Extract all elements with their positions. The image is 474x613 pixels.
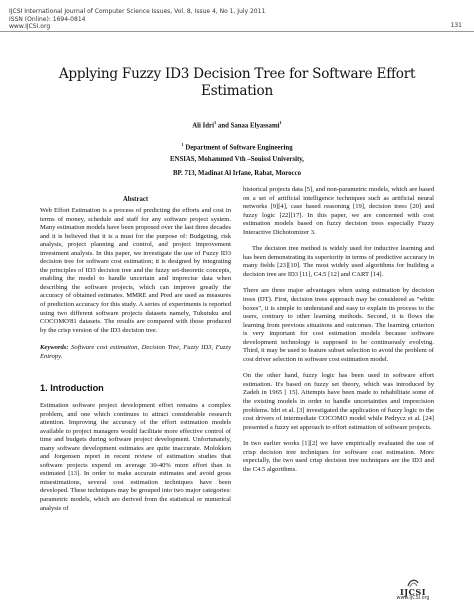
abstract-block xyxy=(40,207,231,361)
author-sup-2: 1 xyxy=(279,120,282,125)
abstract-heading: Abstract xyxy=(122,196,149,203)
journal-site: www.IJCSI.org xyxy=(9,23,51,31)
page-number: 131 xyxy=(450,22,462,29)
affiliation-university: ENSIAS, Mohammed Vth –Souissi University, xyxy=(170,156,304,163)
keywords-text: Software cost estimation, Decision Tree, Fuzzy ID3, Fuzzy Entropy. xyxy=(40,344,231,360)
right-paragraph-1: historical projects data [5], and non-parametric models, which are based on a set of artificial intelligence techniques such as artificial neural networks [9][4], case based reasoning [19], decision trees [20] and fuzzy logic [22][17]. In this paper, we are concerned with cost estimation models based on fuzzy decision trees especially Fuzzy Interactive Dichotomizer 3. xyxy=(243,186,434,236)
journal-name: IJCSI International Journal of Computer Science Issues, Vol. 8, Issue 4, No 1, July 2011 xyxy=(9,8,266,15)
title-line-2: Estimation xyxy=(201,83,273,99)
author-name-2: and Sanaa Elyassami xyxy=(216,122,280,130)
logo-url: www.IJCSI.org xyxy=(396,596,430,601)
header-rule xyxy=(0,31,474,32)
title-line-1: Applying Fuzzy ID3 Decision Tree for Software Effort xyxy=(58,66,416,82)
author-name: Ali Idri xyxy=(192,122,214,130)
right-paragraph-5: In two earlier works [1][2] we have empirically evaluated the use of crisp decision tree techniques for software cost estimation. More especially, the two used crisp decision tree techniques are the ID3 and the C4.5 algorithms. xyxy=(243,440,434,473)
ijcsi-logo xyxy=(386,578,440,602)
journal-header xyxy=(9,8,265,31)
author-sup: 1 xyxy=(213,120,217,125)
right-paragraph-2: The decision tree method is widely used for inductive learning and has been demonstrating its superiority in terms of predictive accuracy in many fields [23][10]. The most widely used algorithms for building a decision tree are ID3 [11], C4.5 [12] and CART [14]. xyxy=(243,245,434,278)
section-heading-introduction: 1. Introduction xyxy=(40,383,104,393)
author-line xyxy=(40,120,434,129)
logo-name: IJCSI xyxy=(400,587,426,597)
introduction-paragraph: Estimation software project development effort remains a complex problem, and one which continues to attract considerable research attention. Improving the accuracy of the effort estimation models available to project managers would facilitate more effective control of time and budgets during software project development. Unfortunately, many software development estimates are quite inaccurate. Molokken and Jorgensen report in recent review of estimation studies that software projects expend on average 30-40% more effort than is estimated [13]. In order to make accurate estimates and avoid gross misestimations, several cost estimation techniques have been developed. These techniques may be grouped into two major categories: parametric models, which are derived from the statistical or numerical analysis of xyxy=(40,402,231,512)
abstract-body: Web Effort Estimation is a process of predicting the efforts and cost in terms of money, schedule and staff for any software project system. Many estimation models have been proposed over the last three decades and it is believed that it is a must for the purpose of: Budgeting, risk analysis, project planning and control, and project improvement investment analysis. In this paper, we investigate the use of Fuzzy ID3 decision tree for software cost estimation; it is designed by integrating the principles of ID3 decision tree and the fuzzy set-theoretic concepts, enabling the model to handle uncertain and imprecise data when describing the software projects, which can improve greatly the accuracy of obtained estimates. MMRE and Pred are used as measures of prediction accuracy for this study. A series of experiments is reported using two different software projects datasets namely, Tukutuku and COCOMO'81 datasets. The results are compared with those produced by the crisp version of the ID3 decision tree. xyxy=(40,207,231,334)
affiliation-address: BP. 713, Madinat Al Irfane, Rabat, Morocco xyxy=(172,170,301,177)
introduction-block xyxy=(40,402,231,513)
right-column xyxy=(243,186,434,474)
keywords-label: Keywords: xyxy=(40,344,69,352)
right-paragraph-3: There are three major advantages when using estimation by decision trees (DT). First, decision trees approach may be considered as "white boxes", it is simple to understand and easy to explain its process to the users, contrary to other learning methods. Second, it is flows the learning from previous situations and outcomes. The learning criterion is very important for cost estimation models because software development technology is supposed to be continuously evolving. Third, it may be used to feature subset selection to avoid the problem of cost driver selection in software cost estimation model. xyxy=(243,287,434,363)
journal-issn: ISSN (Online): 1694-0814 xyxy=(9,15,86,23)
paper-title xyxy=(40,66,434,100)
affil-sup: 1 xyxy=(181,142,184,147)
right-paragraph-4: On the other hand, fuzzy logic has been used in software effort estimation. It's based on fuzzy set theory, which was introduced by Zadeh in 1965 [ 15]. Attempts have been made to rehabilitate some of the existing models in order to handle uncertainties and imprecision problems. Idri et al. [3] investigated the application of fuzzy logic to the cost drivers of intermediate COCOMO model while Pedrycz et al. [24] presented a fuzzy set approach to effort estimation of software projects. xyxy=(243,372,434,431)
affiliation-department xyxy=(40,142,434,151)
keywords-line xyxy=(40,344,231,361)
affil-dept: Department of Software Engineering xyxy=(183,144,293,152)
